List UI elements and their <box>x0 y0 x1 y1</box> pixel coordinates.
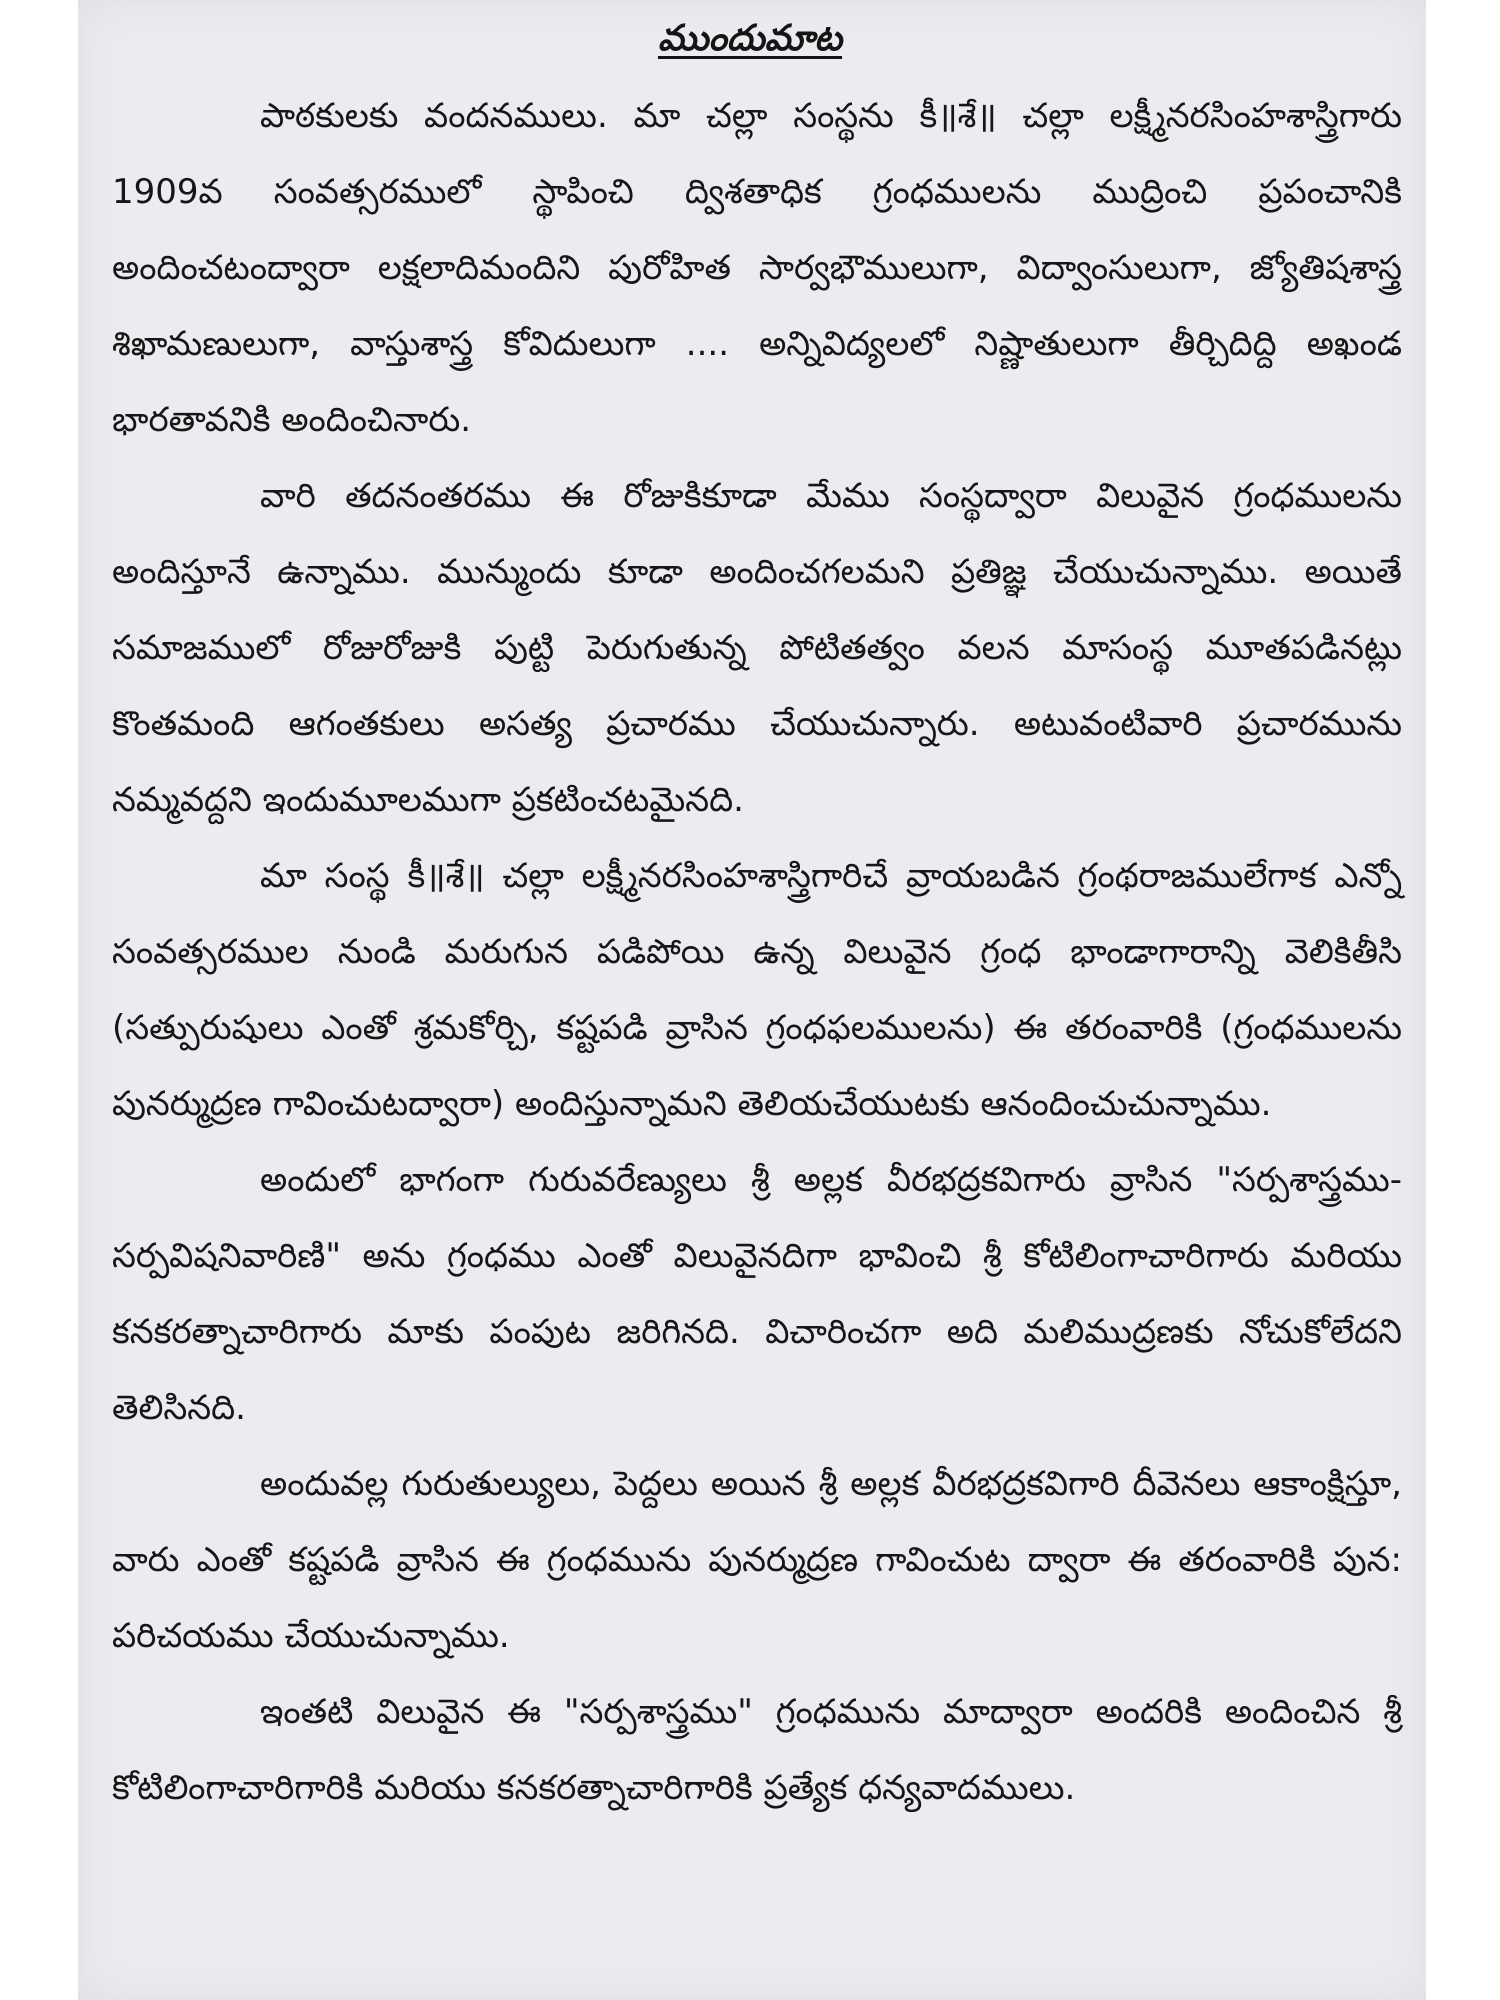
paragraph-3: మా సంస్థ కీ॥శే॥ చల్లా లక్ష్మీనరసింహశాస్త్రిగారిచే వ్రాయబడిన గ్రంథరాజములేగాక ఎన్నో సంవత్సరముల నుండి మరుగున పడిపోయి ఉన్న విలువైన గ్రంధ భాండాగారాన్ని వెలికితీసి (సత్పురుషులు ఎంతో శ్రమకోర్చి, కష్టపడి వ్రాసిన గ్రంధఫలములను) ఈ తరంవారికి (గ్రంధములను పునర్ముద్రణ గావించుటద్వారా) అందిస్తున్నామని తెలియచేయుటకు ఆనందించుచున్నాము. <box>112 856 1402 1124</box>
page-title: ముందుమాట <box>657 18 843 59</box>
paragraph-4: అందులో భాగంగా గురువరేణ్యులు శ్రీ అల్లక వీరభద్రకవిగారు వ్రాసిన "సర్పశాస్త్రము-సర్పవిషనివారిణి" అను గ్రంధము ఎంతో విలువైనదిగా భావించి శ్రీ కోటిలింగాచారిగారు మరియు కనకరత్నాచారిగారు మాకు పంపుట జరిగినది. విచారించగా అది మలిముద్రణకు నోచుకోలేదని తెలిసినది. <box>112 1160 1402 1428</box>
paragraph-2: వారి తదనంతరము ఈ రోజుకికూడా మేము సంస్థద్వారా విలువైన గ్రంధములను అందిస్తూనే ఉన్నాము. మున్ముందు కూడా అందించగలమని ప్రతిజ్ఞ చేయుచున్నాము. అయితే సమాజములో రోజురోజుకి పుట్టి పెరుగుతున్న పోటితత్వం వలన మాసంస్థ మూతపడినట్లు కొంతమంది ఆగంతకులు అసత్య ప్రచారము చేయుచున్నారు. అటువంటివారి ప్రచారమును నమ్మవద్దని ఇందుమూలముగా ప్రకటించటమైనది. <box>112 476 1402 820</box>
paragraph-1: పాఠకులకు వందనములు. మా చల్లా సంస్థను కీ॥శే॥ చల్లా లక్ష్మీనరసింహశాస్త్రిగారు 1909వ సంవత్సరములో స్థాపించి ద్విశతాధిక గ్రంధములను ముద్రించి ప్రపంచానికి అందించటంద్వారా లక్షలాదిమందిని పురోహిత సార్వభౌములుగా, విద్వాంసులుగా, జ్యోతిషశాస్త్ర శిఖామణులుగా, వాస్తుశాస్త్ర కోవిదులుగా .... అన్నివిద్యలలో నిష్ణాతులుగా తీర్చిదిద్ది అఖండ భారతావనికి అందించినారు. <box>112 96 1402 440</box>
paragraph-6: ఇంతటి విలువైన ఈ "సర్పశాస్త్రము" గ్రంధమును మాద్వారా అందరికి అందించిన శ్రీ కోటిలింగాచారిగారికి మరియు కనకరత్నాచారిగారికి ప్రత్యేక ధన్యవాదములు. <box>112 1692 1402 1808</box>
paragraph-5: అందువల్ల గురుతుల్యులు, పెద్దలు అయిన శ్రీ అల్లక వీరభద్రకవిగారి దీవెనలు ఆకాంక్షిస్తూ, వారు ఎంతో కష్టపడి వ్రాసిన ఈ గ్రంధమును పునర్ముద్రణ గావించుట ద్వారా ఈ తరంవారికి పున: పరిచయము చేయుచున్నాము. <box>112 1464 1402 1656</box>
body-text <box>112 78 1402 1826</box>
